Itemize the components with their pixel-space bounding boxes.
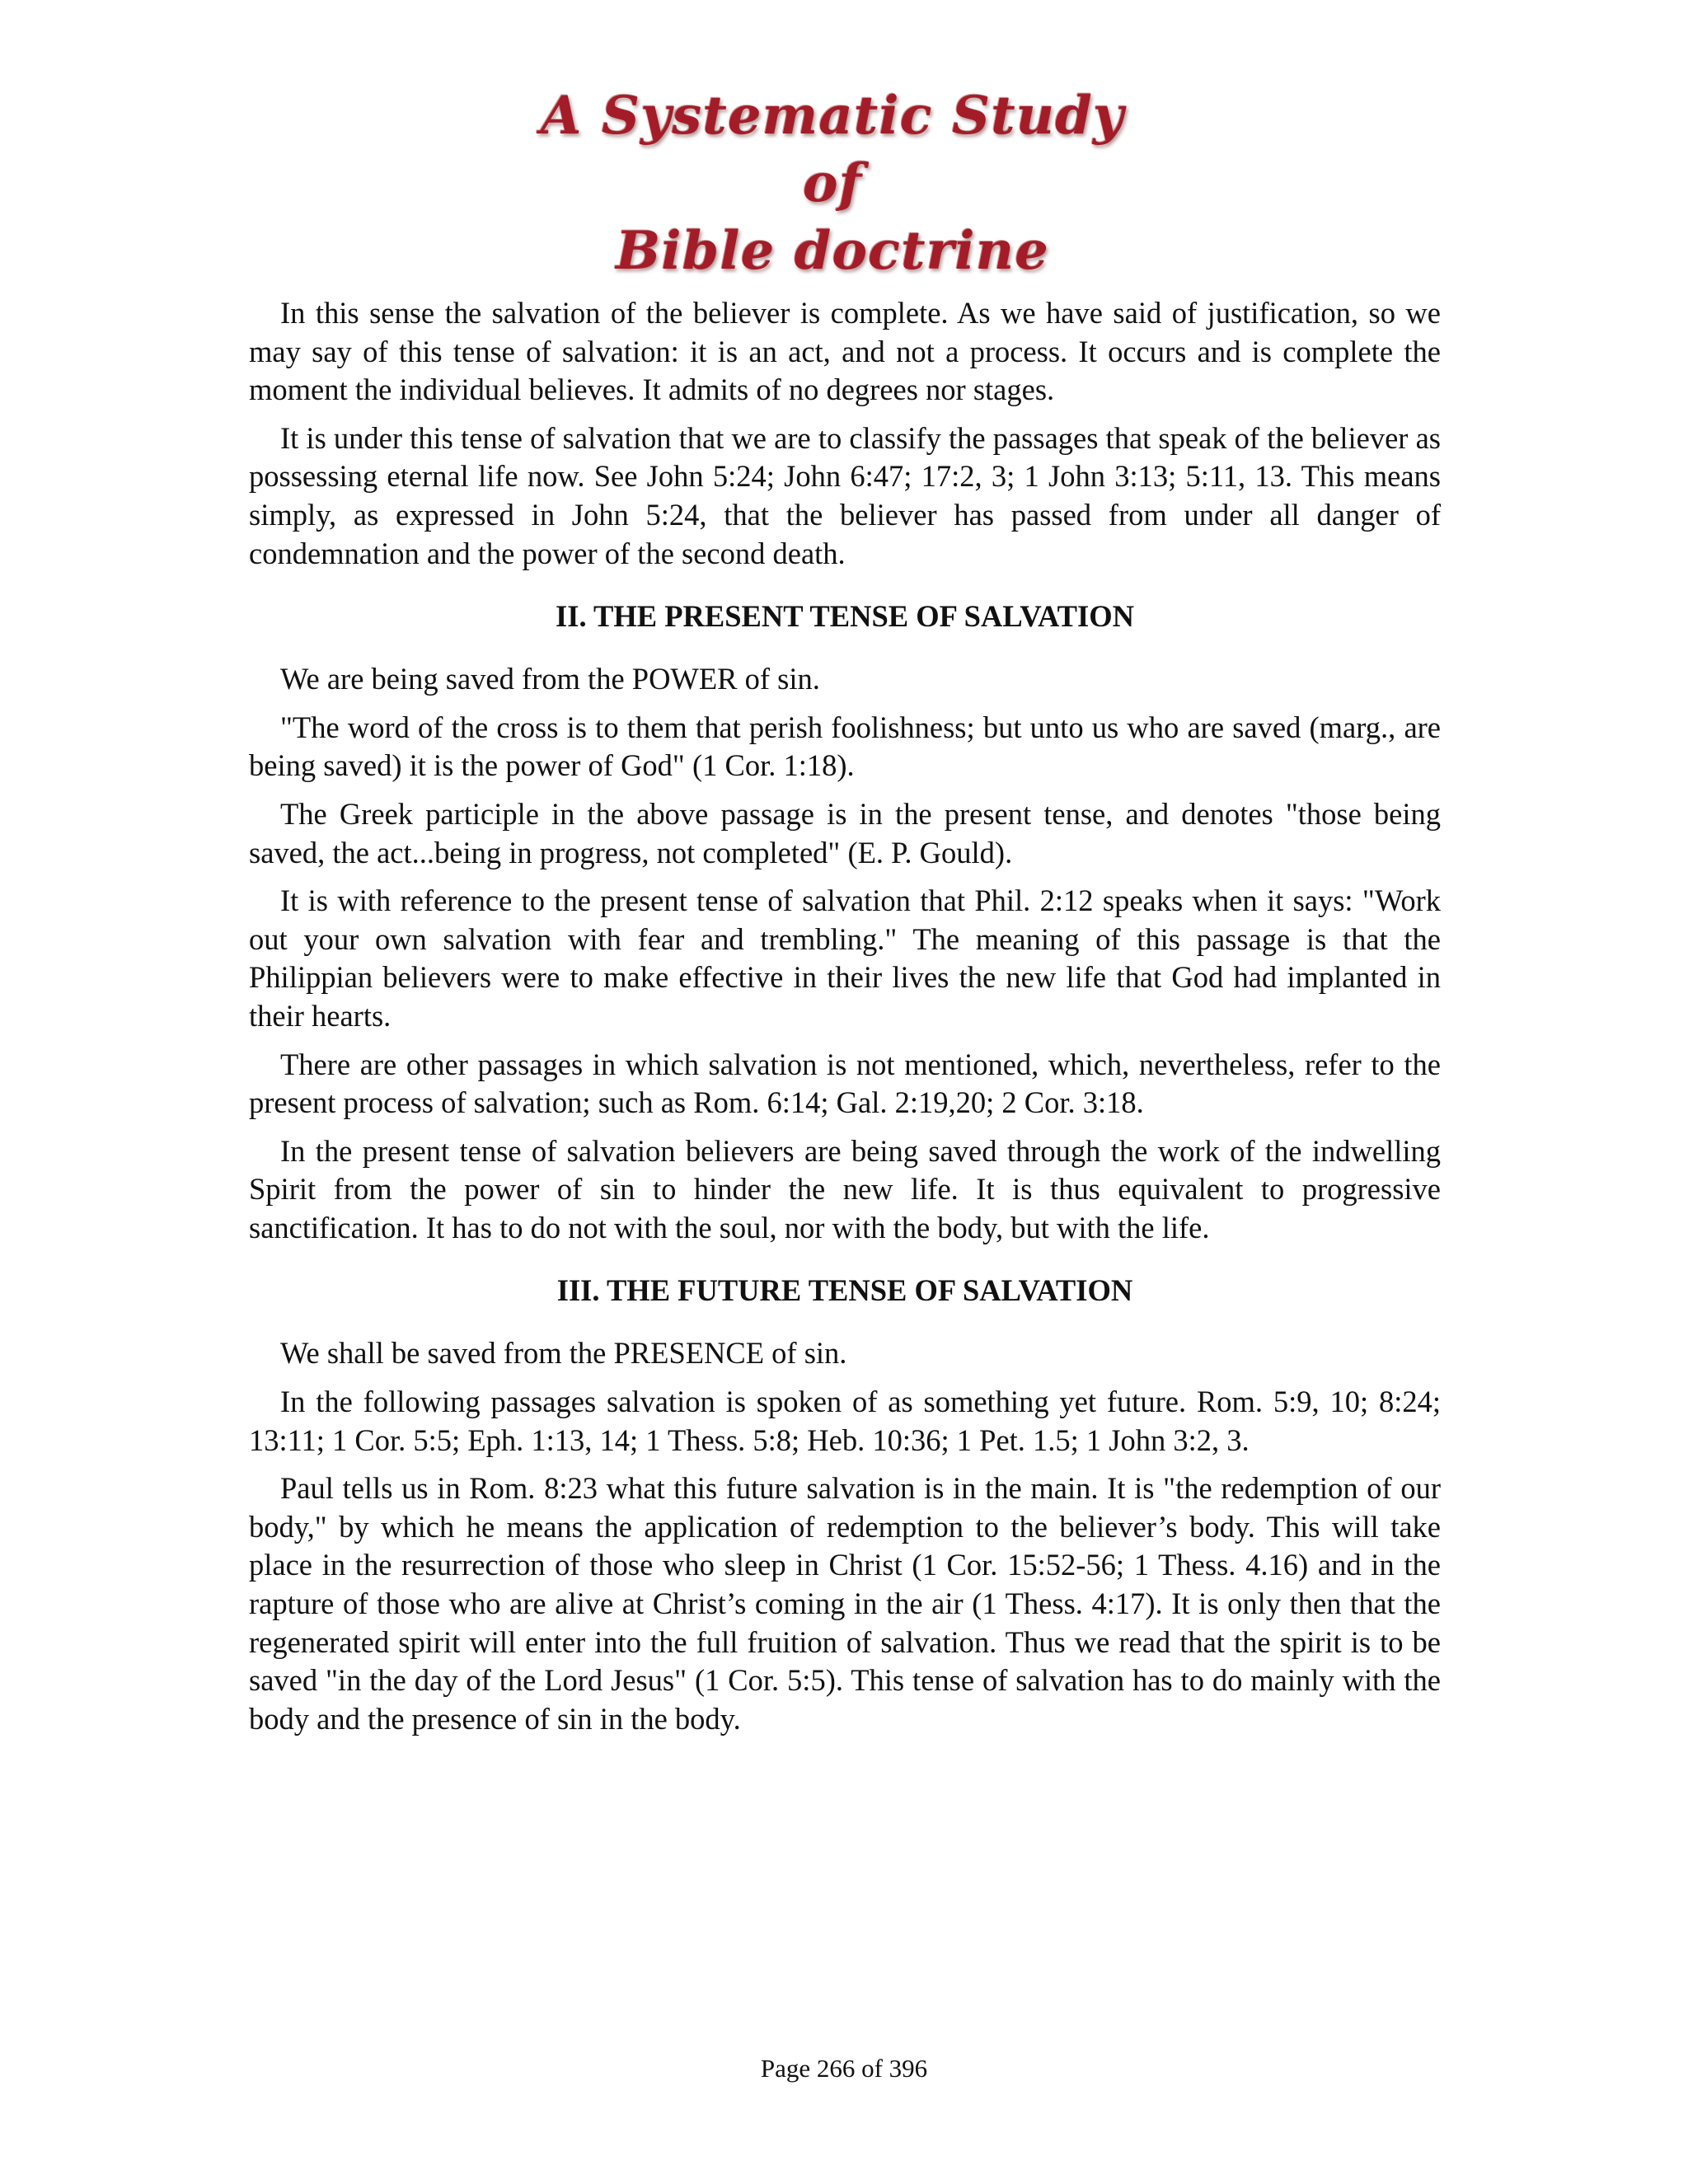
paragraph-2: It is under this tense of salvation that we are to classify the passages that speak of the believer as possessing eternal life now. See John 5:24; John 6:47; 17:2, 3; 1 John 3:13; 5:11, 13. This means simply, as expressed in John 5:24, that the believer has passed from under all danger of condemnation and the power of the second death. bbox=[249, 420, 1441, 570]
paragraph-7: There are other passages in which salvation is not mentioned, which, nevertheless, refer to the present process of salvation; such as Rom. 6:14; Gal. 2:19,20; 2 Cor. 3:18. bbox=[249, 1047, 1441, 1120]
paragraph-3: We are being saved from the POWER of sin. bbox=[280, 662, 820, 696]
paragraph-6: It is with reference to the present tense of salvation that Phil. 2:12 speaks when it says: "Work out your own salvation with fear and trembling." The meaning of this passage is that the Philippian believers were to make effective in their lives the new life that God had implanted in their hearts. bbox=[249, 883, 1441, 1033]
body-text bbox=[249, 294, 1441, 1748]
paragraph-9: We shall be saved from the PRESENCE of sin. bbox=[280, 1336, 847, 1371]
paragraph-1: In this sense the salvation of the believer is complete. As we have said of justification, so we may say of this tense of salvation: it is an act, and not a process. It occurs and is complete the moment the individual believes. It admits of no degrees nor stages. bbox=[249, 296, 1441, 407]
paragraph-10: In the following passages salvation is spoken of as something yet future. Rom. 5:9, 10; 8:24; 13:11; 1 Cor. 5:5; Eph. 1:13, 14; 1 Thess. 5:8; Heb. 10:36; 1 Pet. 1.5; 1 John 3:2, 3. bbox=[249, 1385, 1441, 1457]
page-number: Page 266 of 396 bbox=[760, 2054, 928, 2083]
paragraph-4: "The word of the cross is to them that perish foolishness; but unto us who are saved (marg., are being saved) it is the power of God" (1 Cor. 1:18). bbox=[249, 710, 1441, 783]
title-banner-logo bbox=[528, 82, 1137, 282]
paragraph-8: In the present tense of salvation believers are being saved through the work of the indwelling Spirit from the power of sin to hinder the new life. It is thus equivalent to progressive sanctification. It has to do not with the soul, nor with the body, but with the life. bbox=[249, 1133, 1441, 1244]
section-heading-future-tense: III. THE FUTURE TENSE OF SALVATION bbox=[556, 1273, 1133, 1308]
section-heading-present-tense: II. THE PRESENT TENSE OF SALVATION bbox=[556, 599, 1134, 634]
banner-title-line-1: A Systematic Study of bbox=[540, 85, 1125, 214]
paragraph-11: Paul tells us in Rom. 8:23 what this future salvation is in the main. It is "the redemption of our body," by which he means the application of redemption to the believer’s body. This will take place in the resurrection of those who sleep in Christ (1 Cor. 15:52-56; 1 Thess. 4.16) and in the rapture of those who are alive at Christ’s coming in the air (1 Thess. 4:17). It is only then that the regenerated spirit will enter into the full fruition of salvation. Thus we read that the spirit is to be saved "in the day of the Lord Jesus" (1 Cor. 5:5). This tense of salvation has to do mainly with the body and the presence of sin in the body. bbox=[249, 1471, 1441, 1736]
paragraph-5: The Greek participle in the above passage is in the present tense, and denotes "those being saved, the act...being in progress, not completed" (E. P. Gould). bbox=[249, 796, 1441, 869]
banner-title-line-2: Bible doctrine bbox=[616, 220, 1049, 282]
